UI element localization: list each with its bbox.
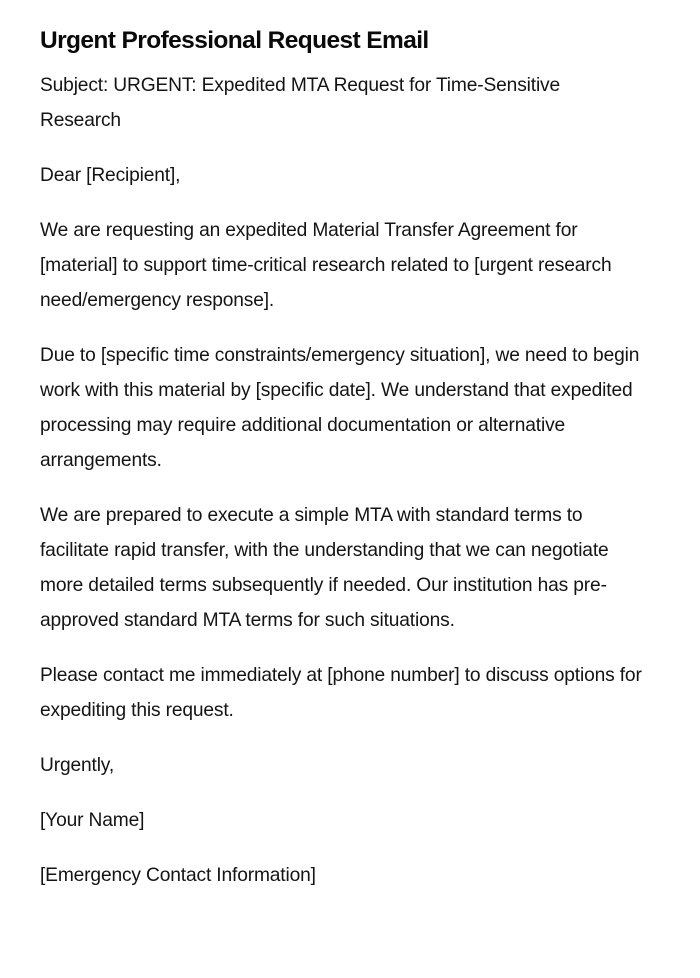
email-template-document [40, 22, 645, 913]
document-title: Urgent Professional Request Email [40, 27, 429, 54]
body-paragraph-request: We are requesting an expedited Material Transfer Agreement for [material] to support time-critical research related to [urgent research need/emergency response]. [40, 220, 612, 311]
email-closing: Urgently, [40, 755, 115, 776]
body-paragraph-timeline: Due to [specific time constraints/emergency situation], we need to begin work with this material by [specific date]. We understand that expedited processing may require additional documentation or alternative arrangements. [40, 345, 640, 471]
body-paragraph-contact: Please contact me immediately at [phone number] to discuss options for expediting this request. [40, 665, 642, 721]
email-subject-line: Subject: URGENT: Expedited MTA Request for Time-Sensitive Research [40, 75, 561, 131]
body-paragraph-terms: We are prepared to execute a simple MTA with standard terms to facilitate rapid transfer, with the understanding that we can negotiate more detailed terms subsequently if needed. Our institution has pre-approved standard MTA terms for such situations. [40, 505, 609, 631]
signature-contact-info: [Emergency Contact Information] [40, 865, 316, 886]
signature-name: [Your Name] [40, 810, 145, 831]
email-greeting: Dear [Recipient], [40, 165, 181, 186]
